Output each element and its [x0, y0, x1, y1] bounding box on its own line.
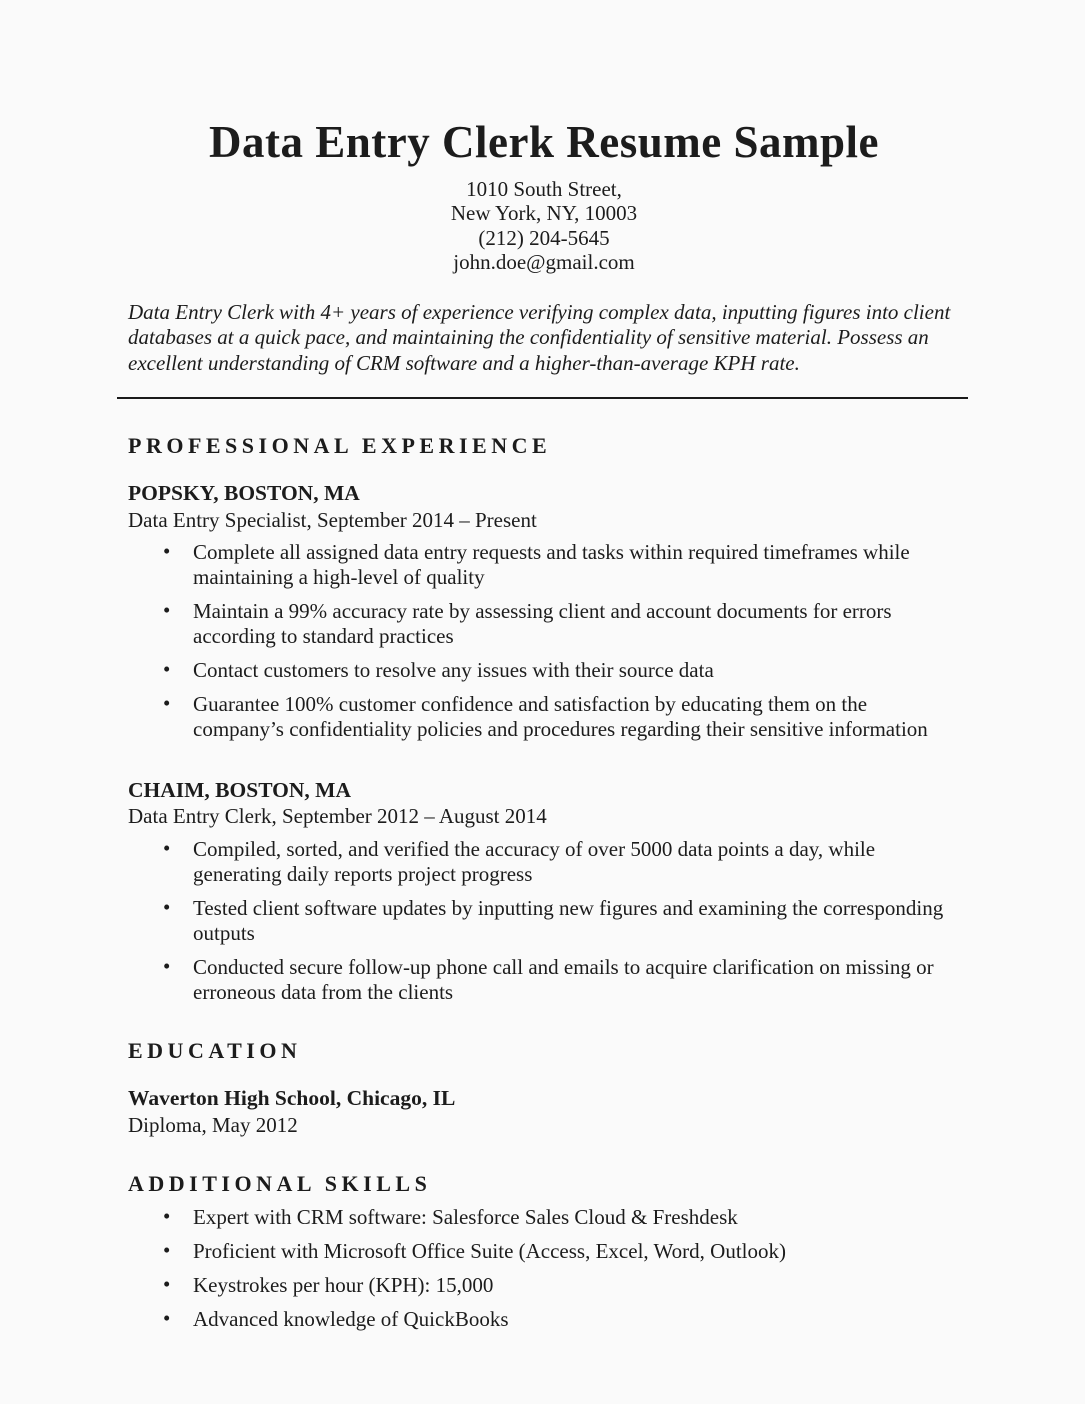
job-bullet: • Conducted secure follow-up phone call and emails to acquire clarification on missing or erroneous data from the clients [193, 955, 960, 1005]
contact-block [128, 177, 960, 275]
job-employer: POPSKY, BOSTON, MA [128, 480, 360, 505]
skill-item: • Proficient with Microsoft Office Suite (Access, Excel, Word, Outlook) [193, 1239, 960, 1264]
job-entry [128, 778, 960, 1005]
section-heading-experience: PROFESSIONAL EXPERIENCE [128, 432, 552, 458]
job-bullet: • Maintain a 99% accuracy rate by assessing client and account documents for errors according to standard practices [193, 599, 960, 649]
contact-address-line1: 1010 South Street, [466, 176, 622, 201]
job-bullet: • Tested client software updates by inputting new figures and examining the corresponding outputs [193, 896, 960, 946]
summary-paragraph: Data Entry Clerk with 4+ years of experience verifying complex data, inputting figures into client databases at a quick pace, and maintaining the confidentiality of sensitive material. Possess an excellent understanding of CRM software and a higher-than-average KPH rate. [128, 299, 951, 375]
contact-phone: (212) 204-5645 [478, 225, 610, 250]
education-school: Waverton High School, Chicago, IL [128, 1086, 456, 1111]
section-heading-education: EDUCATION [128, 1038, 302, 1064]
job-entry [128, 481, 960, 742]
skills-list [128, 1205, 960, 1332]
job-bullet: • Complete all assigned data entry requests and tasks within required timeframes while maintaining a high-level of quality [193, 540, 960, 590]
skill-item: • Expert with CRM software: Salesforce Sales Cloud & Freshdesk [193, 1205, 960, 1230]
skill-item: • Advanced knowledge of QuickBooks [193, 1307, 960, 1332]
education-entry [128, 1086, 960, 1137]
page-title: Data Entry Clerk Resume Sample [209, 117, 879, 167]
section-divider [117, 397, 968, 399]
job-title-dates: Data Entry Clerk, September 2012 – August 2014 [128, 804, 547, 829]
section-heading-skills: ADDITIONAL SKILLS [128, 1171, 432, 1197]
job-bullet: • Guarantee 100% customer confidence and satisfaction by educating them on the company’s confidentiality policies and procedures regarding their sensitive information [193, 692, 960, 742]
education-degree: Diploma, May 2012 [128, 1113, 298, 1138]
skill-item: • Keystrokes per hour (KPH): 15,000 [193, 1273, 960, 1298]
job-bullet-list [128, 540, 960, 742]
contact-address-line2: New York, NY, 10003 [450, 201, 638, 226]
job-employer: CHAIM, BOSTON, MA [128, 777, 351, 802]
job-bullet-list [128, 837, 960, 1005]
job-title-dates: Data Entry Specialist, September 2014 – Present [128, 507, 537, 532]
contact-email: john.doe@gmail.com [453, 250, 635, 275]
job-bullet: • Contact customers to resolve any issues with their source data [193, 658, 960, 683]
job-bullet: • Compiled, sorted, and verified the accuracy of over 5000 data points a day, while generating daily reports project progress [193, 837, 960, 887]
